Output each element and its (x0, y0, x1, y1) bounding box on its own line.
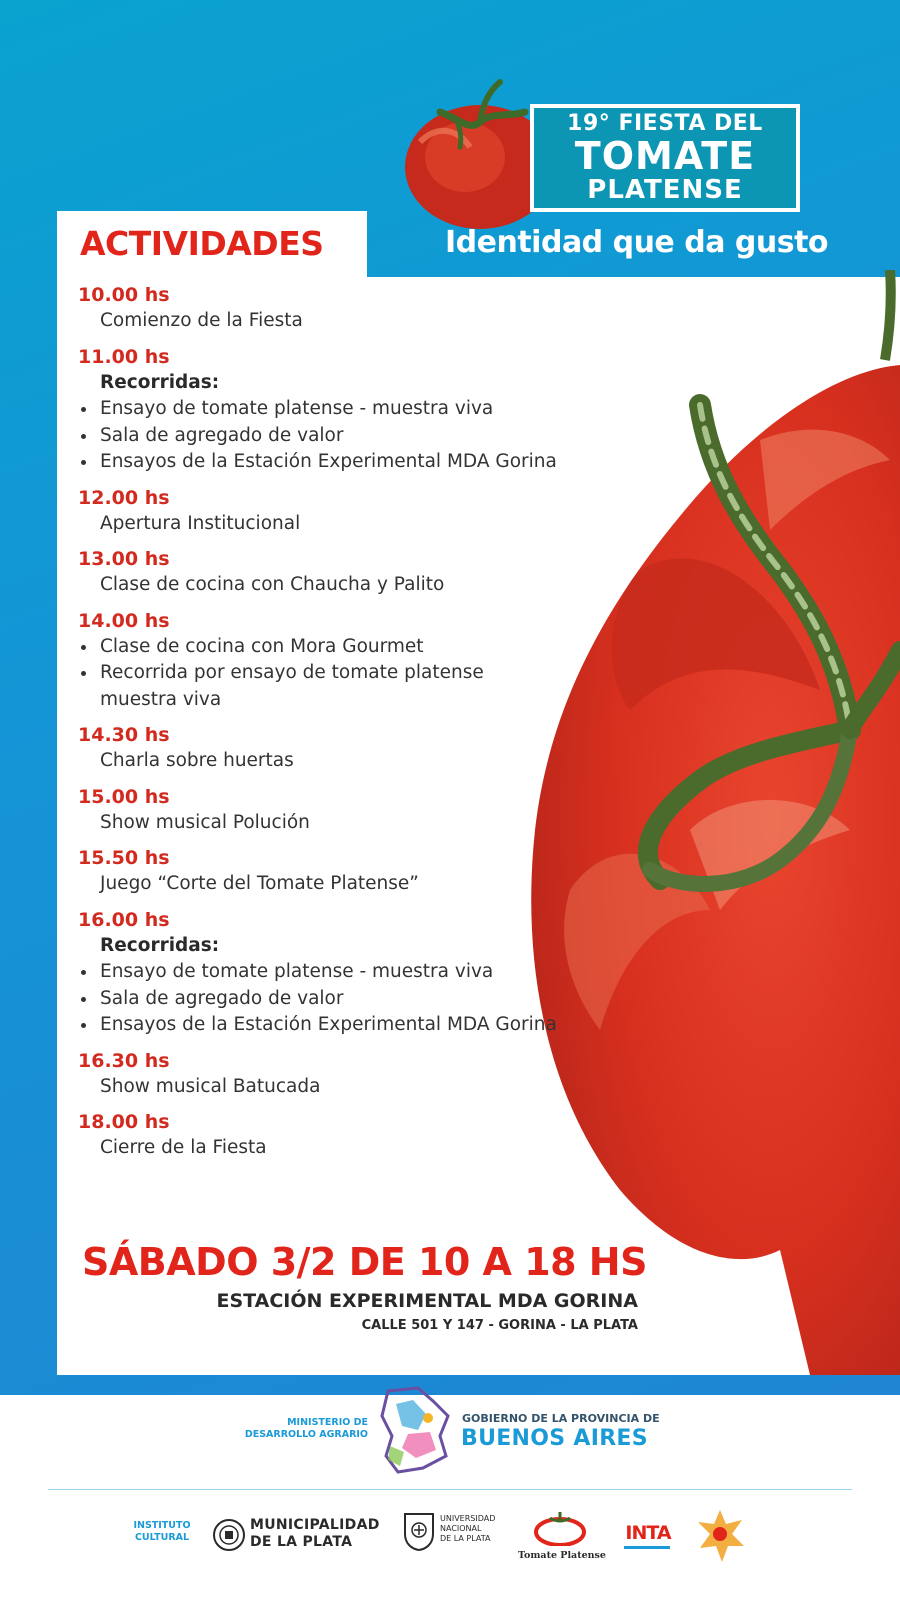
slot-activity: Ensayo de tomate platense - muestra viva (78, 396, 598, 423)
event-date: SÁBADO 3/2 DE 10 A 18 HS (82, 1240, 647, 1284)
tomate-platense-logo-icon (528, 1510, 592, 1546)
unlp-text (440, 1514, 495, 1544)
event-title-box (530, 104, 800, 212)
tagline: Identidad que da gusto (445, 225, 829, 260)
slot-activity: Sala de agregado de valor (78, 423, 598, 450)
event-address: CALLE 501 Y 147 - GORINA - LA PLATA (361, 1318, 638, 1333)
municipalidad-seal-icon (212, 1517, 246, 1553)
ministry-label (225, 1417, 368, 1441)
inta-logo: INTA (625, 1522, 671, 1544)
unlp-seal-icon (402, 1510, 436, 1552)
slot-time: 12.00 hs (78, 486, 170, 509)
unlp-line-2: NACIONAL (440, 1524, 482, 1533)
slot-activity: Comienzo de la Fiesta (100, 310, 303, 331)
slot-activity: muestra viva (100, 688, 222, 710)
gov-label-big: BUENOS AIRES (461, 1426, 648, 1451)
event-title-sub: PLATENSE (587, 175, 743, 205)
slot-activity: Charla sobre huertas (100, 750, 294, 771)
schedule-slot (78, 845, 598, 898)
inta-underline (624, 1546, 670, 1549)
municipalidad-text (250, 1517, 380, 1551)
event-venue: ESTACIÓN EXPERIMENTAL MDA GORINA (216, 1290, 638, 1312)
instituto-line-1: INSTITUTO (133, 1520, 191, 1531)
schedule-slot (78, 485, 598, 538)
ministry-line-1: MINISTERIO DE (287, 1417, 368, 1428)
slot-time: 15.00 hs (78, 785, 170, 808)
slot-activity: Ensayos de la Estación Experimental MDA Gorina (78, 1012, 598, 1039)
event-edition: 19° FIESTA DEL (567, 111, 763, 136)
schedule-slot (78, 907, 598, 1039)
divider (48, 1489, 852, 1490)
slot-subheading: Recorridas: (100, 371, 220, 393)
unlp-line-1: UNIVERSIDAD (440, 1514, 496, 1523)
schedule-slot (78, 608, 598, 714)
tomate-platense-label: Tomate Platense (518, 1550, 606, 1561)
slot-subheading: Recorridas: (100, 934, 220, 956)
slot-activity: Ensayos de la Estación Experimental MDA Gorina (78, 449, 598, 476)
gov-label-small: GOBIERNO DE LA PROVINCIA DE (462, 1412, 660, 1425)
radio-estacion-sur-logo-icon (692, 1506, 748, 1568)
slot-time: 16.30 hs (78, 1049, 170, 1072)
instituto-line-2: CULTURAL (134, 1532, 190, 1543)
schedule-slot (78, 546, 598, 599)
municipalidad-line-2: DE LA PLATA (250, 1534, 353, 1550)
section-title: ACTIVIDADES (80, 224, 324, 263)
schedule-slot (78, 784, 598, 837)
slot-activity: Ensayo de tomate platense - muestra viva (78, 959, 598, 986)
schedule-list (78, 282, 598, 1171)
schedule-slot (78, 282, 598, 335)
schedule-slot (78, 1109, 598, 1162)
slot-activity: Apertura Institucional (100, 512, 301, 534)
slot-time: 11.00 hs (78, 345, 170, 368)
instituto-cultural-logo (127, 1520, 197, 1544)
slot-activity: Clase de cocina con Chaucha y Palito (100, 574, 445, 595)
slot-time: 14.00 hs (78, 609, 170, 632)
slot-activity: Show musical Polución (100, 811, 310, 833)
slot-activity: Show musical Batucada (100, 1075, 321, 1097)
unlp-line-3: DE LA PLATA (440, 1534, 491, 1543)
slot-time: 10.00 hs (78, 284, 170, 306)
ministry-line-2: DESARROLLO AGRARIO (244, 1429, 368, 1440)
slot-time: 14.30 hs (78, 724, 170, 746)
slot-activity: Sala de agregado de valor (78, 986, 598, 1013)
schedule-slot (78, 1048, 598, 1101)
slot-time: 15.50 hs (78, 847, 170, 869)
slot-time: 18.00 hs (78, 1111, 170, 1133)
slot-time: 13.00 hs (78, 548, 170, 570)
buenos-aires-map-icon (378, 1386, 456, 1474)
slot-activity: Recorrida por ensayo de tomate platense (78, 660, 598, 687)
slot-time: 16.00 hs (78, 908, 170, 931)
schedule-slot (78, 344, 598, 476)
schedule-slot (78, 722, 598, 775)
slot-activity: Cierre de la Fiesta (100, 1137, 267, 1158)
slot-activity: Clase de cocina con Mora Gourmet (78, 634, 598, 661)
municipalidad-line-1: MUNICIPALIDAD (250, 1517, 380, 1533)
event-title-main: TOMATE (574, 134, 756, 178)
slot-activity: Juego “Corte del Tomate Platense” (100, 873, 419, 894)
